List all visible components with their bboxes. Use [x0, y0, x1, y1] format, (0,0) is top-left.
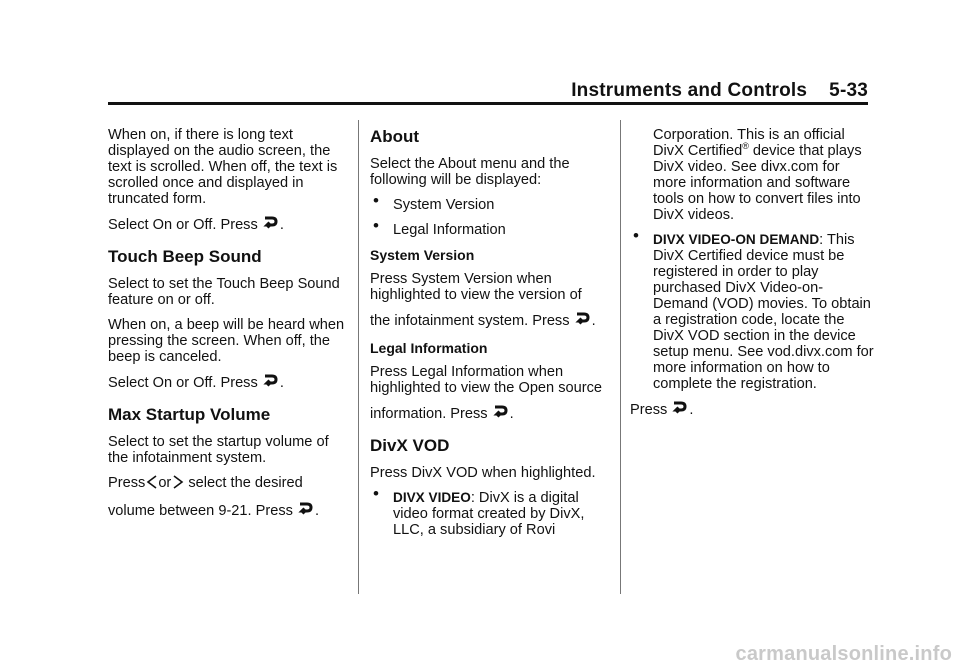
watermark: carmanualsonline.info — [735, 643, 952, 665]
select-knob-icon — [575, 312, 592, 331]
select-knob-icon — [263, 374, 280, 393]
page-number: 5-33 — [829, 80, 868, 101]
left-column — [108, 127, 348, 530]
paragraph: Press Legal Information when highlighted to view the Open source — [370, 364, 603, 396]
paragraph: Select On or Off. Press . — [108, 375, 284, 391]
column-divider — [620, 120, 621, 594]
select-knob-icon — [298, 502, 315, 521]
paragraph: When on, a beep will be heard when pressing the screen. When off, the beep is canceled. — [108, 317, 345, 365]
paragraph: Press DivX VOD when highlighted. — [370, 465, 596, 481]
paragraph: Press . — [630, 402, 694, 418]
paragraph: Press System Version when highlighted to view the version of — [370, 271, 582, 303]
list-item: • System Version — [373, 191, 495, 213]
sub-heading: Legal Information — [370, 340, 488, 356]
section-heading: Max Startup Volume — [108, 405, 271, 424]
list-item: • DIVX VIDEO: DivX is a digital video format created by DivX, LLC, a subsidiary of Rovi — [373, 484, 585, 538]
column-divider — [358, 120, 359, 594]
list-item: • Legal Information — [373, 216, 506, 238]
paragraph: Select to set the startup volume of the infotainment system. — [108, 434, 329, 466]
list-item: • DIVX VIDEO-ON DEMAND: This DivX Certified device must be registered in order to play purchased DivX Video-on-Demand (VOD) movies. To obtain a registration code, locate the DivX VOD section in the device setup menu. See vod.divx.com for more information on how to complete the registration. — [633, 226, 874, 392]
paragraph: Corporation. This is an official DivX Certified® device that plays DivX video. See divx.com for more information and software tools on how to convert files into DivX videos. — [653, 127, 862, 223]
select-knob-icon — [263, 216, 280, 235]
paragraph: When on, if there is long text displayed on the audio screen, the text is scrolled. When off, the text is scrolled once and displayed in truncated form. — [108, 127, 338, 207]
paragraph: Select to set the Touch Beep Sound feature on or off. — [108, 276, 340, 308]
paragraph: Select On or Off. Press . — [108, 217, 284, 233]
section-heading: DivX VOD — [370, 436, 450, 455]
section-heading: About — [370, 127, 420, 146]
left-arrow-icon — [146, 475, 158, 493]
bullet-dot-icon: • — [373, 191, 379, 210]
select-knob-icon — [672, 401, 689, 420]
paragraph: volume between 9-21. Press . — [108, 503, 320, 519]
header-rule — [108, 102, 868, 105]
bullet-dot-icon: • — [633, 226, 639, 245]
section-heading: Touch Beep Sound — [108, 247, 262, 266]
bullet-dot-icon: • — [373, 216, 379, 235]
section-title: Instruments and Controls — [571, 80, 808, 101]
middle-column — [370, 127, 610, 547]
paragraph: Press or select the desired — [108, 475, 303, 491]
select-knob-icon — [493, 405, 510, 424]
bullet-dot-icon: • — [373, 484, 379, 503]
page-header — [571, 80, 868, 102]
paragraph: information. Press . — [370, 406, 514, 422]
sub-heading: System Version — [370, 247, 475, 263]
right-arrow-icon — [172, 475, 184, 493]
paragraph: the infotainment system. Press . — [370, 313, 596, 329]
paragraph: Select the About menu and the following will be displayed: — [370, 156, 570, 188]
right-column — [630, 127, 874, 429]
